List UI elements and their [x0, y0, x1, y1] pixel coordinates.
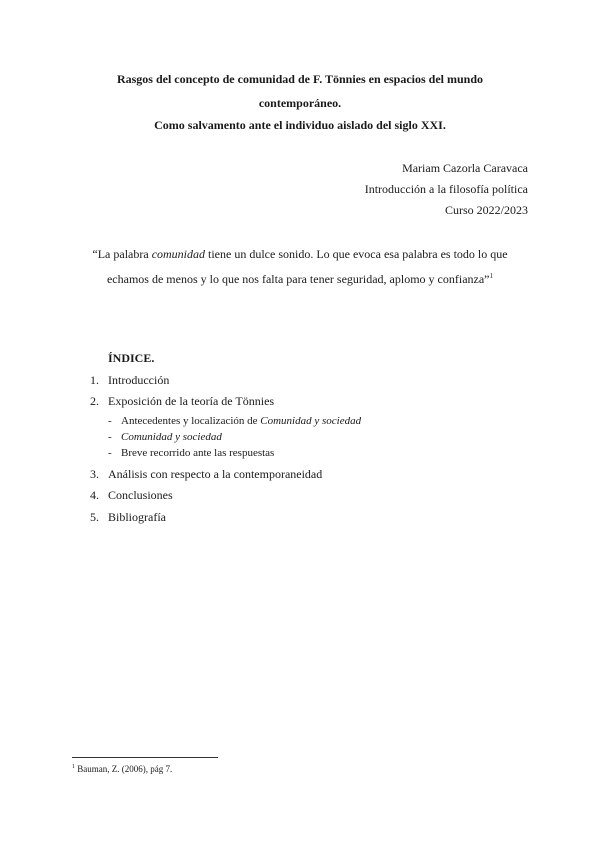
footnote-separator [72, 757, 218, 758]
index-item-number: 3. [90, 467, 99, 481]
index-item-label: Análisis con respecto a la contemporaneidad [108, 467, 323, 481]
footnote-reference[interactable]: 1 [489, 272, 494, 280]
index-item-label: Conclusiones [108, 488, 173, 502]
index-heading: ÍNDICE. [108, 351, 155, 365]
epigraph-open: “La palabra [92, 247, 152, 261]
epigraph-line-2 [72, 265, 528, 290]
epigraph-line-1 [72, 243, 528, 265]
subitem-dash: - [108, 431, 112, 443]
index-item-label: Introducción [108, 373, 170, 387]
title-line-1: Rasgos del concepto de comunidad de F. Tönnies en espacios del mundo [116, 72, 484, 86]
epigraph-italic: comunidad [151, 247, 206, 261]
index-item-label: Bibliografía [108, 510, 166, 524]
epigraph-line-2-text: echamos de menos y lo que nos falta para tener seguridad, aplomo y confianza” [106, 272, 490, 286]
subitem-dash: - [108, 447, 112, 459]
title-subtitle: Como salvamento ante el individuo aislado del siglo XXI. [154, 118, 446, 132]
epigraph-rest: tiene un dulce sonido. Lo que evoca esa palabra es todo lo que [205, 247, 508, 261]
index-item-number: 1. [90, 373, 99, 387]
subitem-dash: - [108, 415, 112, 427]
course-year: Curso 2022/2023 [444, 203, 528, 217]
title-line-2: contemporáneo. [258, 96, 342, 110]
author-name: Mariam Cazorla Caravaca [402, 161, 528, 175]
subitem-label: Comunidad y sociedad [121, 431, 222, 443]
index-item-number: 2. [90, 394, 99, 408]
footnote-number: 1 [72, 764, 75, 770]
course-title: Introducción a la filosofía política [364, 182, 528, 196]
subitem-label: Breve recorrido ante las respuestas [121, 447, 275, 459]
footnote-text: Bauman, Z. (2006), pág 7. [75, 764, 173, 774]
index-item-number: 4. [90, 488, 99, 502]
footnote [72, 764, 172, 774]
index-item-number: 5. [90, 510, 99, 524]
index-item-label: Exposición de la teoría de Tönnies [108, 394, 275, 408]
subitem-label: Antecedentes y localización de Comunidad y sociedad [121, 415, 362, 427]
